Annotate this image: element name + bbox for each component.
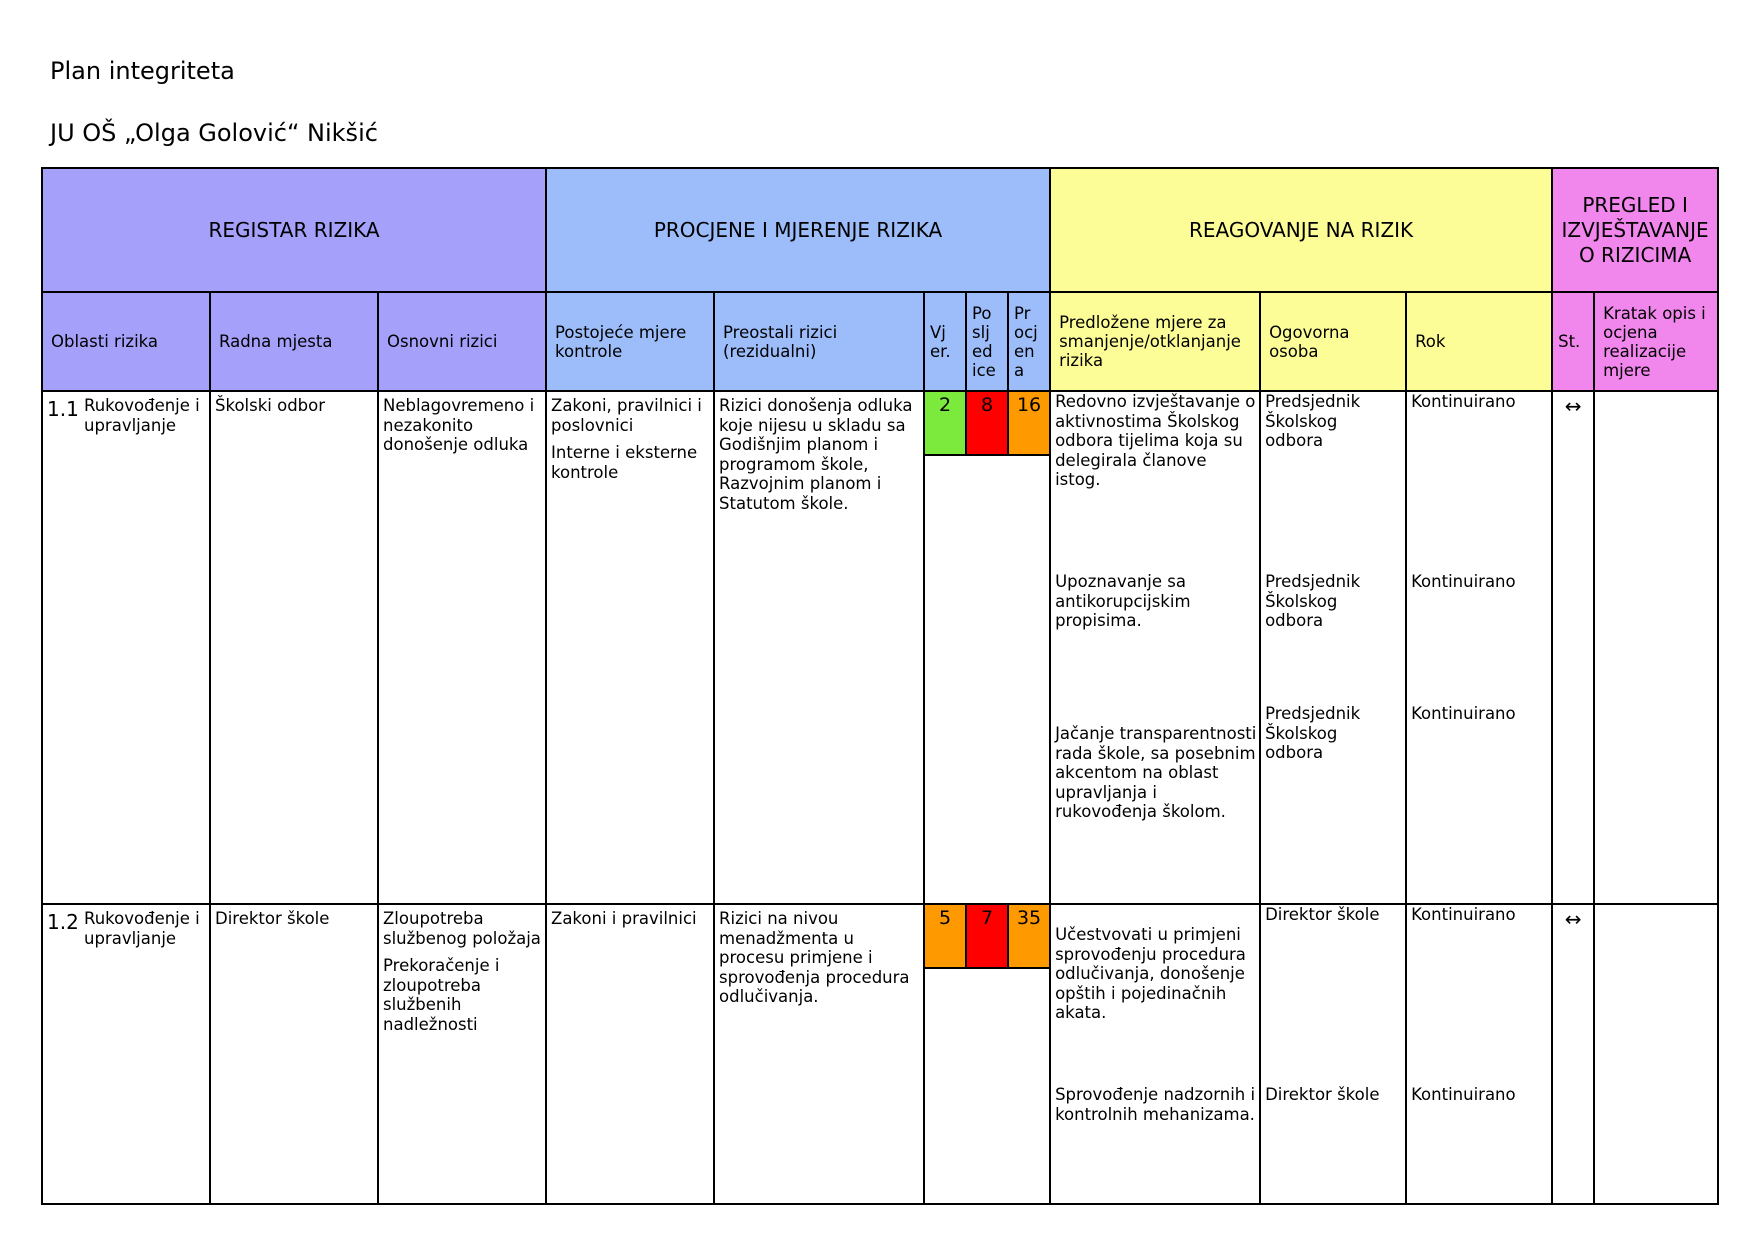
oblast-cell	[42, 391, 210, 904]
predlozene-mjere-cell	[1050, 391, 1260, 904]
col-osnovni-rizici: Osnovni rizici	[378, 292, 546, 391]
radno-mjesto-cell: Školski odbor	[210, 391, 378, 904]
kratak-opis-cell	[1594, 904, 1718, 1204]
responsible-person: Direktor škole	[1265, 905, 1380, 924]
row-number: 1.1	[47, 397, 79, 421]
postojeca-mjera: Interne i eksterne kontrole	[551, 443, 698, 482]
score-blank	[924, 455, 1050, 904]
section-procjene: PROCJENE I MJERENJE RIZIKA	[546, 168, 1050, 292]
osnovni-rizik: Neblagovremeno i nezakonito donošenje odluka	[383, 396, 535, 454]
oblast-text: Rukovođenje i upravljanje	[84, 909, 200, 948]
integrity-plan-table	[41, 167, 1719, 1205]
section-pregled: PREGLED I IZVJEŠTAVANJE O RIZICIMA	[1552, 168, 1718, 292]
radno-mjesto-cell: Direktor škole	[210, 904, 378, 1204]
deadline: Kontinuirano	[1411, 392, 1516, 411]
oblast-cell	[42, 904, 210, 1204]
responsible-person: Predsjednik Školskog odbora	[1265, 704, 1361, 762]
deadline: Kontinuirano	[1411, 905, 1516, 924]
responsible-person: Predsjednik Školskog odbora	[1265, 572, 1361, 630]
col-vjerovatnoca: Vj er.	[924, 292, 966, 391]
deadline: Kontinuirano	[1411, 1085, 1516, 1104]
vjerovatnoca-score: 5	[924, 904, 966, 968]
kratak-opis-cell	[1594, 391, 1718, 904]
rok-cell	[1406, 391, 1552, 904]
procjena-score: 16	[1008, 391, 1050, 455]
posljedice-score: 8	[966, 391, 1008, 455]
document-subtitle: JU OŠ „Olga Golović“ Nikšić	[50, 119, 378, 147]
ogovorna-osoba-cell	[1260, 391, 1406, 904]
osnovni-rizik: Zloupotreba službenog položaja	[383, 909, 541, 948]
predlozene-mjere-cell	[1050, 904, 1260, 1204]
responsible-person: Direktor škole	[1265, 1085, 1380, 1104]
col-procjena: Pr ocj en a	[1008, 292, 1050, 391]
preostali-rizici-cell: Rizici na nivou menadžmenta u procesu primjene i sprovođenja procedura odlučivanja.	[714, 904, 924, 1204]
postojeca-mjera: Zakoni i pravilnici	[551, 909, 697, 928]
measure-text: Redovno izvještavanje o aktivnostima Školskog odbora tijelima koja su delegirala članove istog.	[1055, 392, 1256, 489]
oblast-text: Rukovođenje i upravljanje	[84, 396, 200, 435]
col-oblasti-rizika: Oblasti rizika	[42, 292, 210, 391]
measure-text: Jačanje transparentnosti rada škole, sa posebnim akcentom na oblast upravljanja i rukovođenja školom.	[1055, 724, 1257, 821]
table-row	[42, 391, 1718, 455]
deadline: Kontinuirano	[1411, 572, 1516, 591]
measure-text: Učestvovati u primjeni sprovođenju procedura odlučivanja, donošenje opštih i pojedinačnih akata.	[1055, 925, 1246, 1022]
osnovni-rizici-cell	[378, 391, 546, 904]
section-reagovanje: REAGOVANJE NA RIZIK	[1050, 168, 1552, 292]
osnovni-rizik: Prekoračenje i zloupotreba službenih nadležnosti	[383, 956, 500, 1034]
col-rok: Rok	[1406, 292, 1552, 391]
col-postojece-mjere: Postojeće mjere kontrole	[546, 292, 714, 391]
score-blank	[924, 968, 1050, 1204]
responsible-person: Predsjednik Školskog odbora	[1265, 392, 1361, 450]
posljedice-score: 7	[966, 904, 1008, 968]
postojece-mjere-cell	[546, 904, 714, 1204]
status-arrow-icon: ↔	[1552, 904, 1594, 1204]
status-arrow-icon: ↔	[1552, 391, 1594, 904]
postojeca-mjera: Zakoni, pravilnici i poslovnici	[551, 396, 702, 435]
col-radna-mjesta: Radna mjesta	[210, 292, 378, 391]
ogovorna-osoba-cell	[1260, 904, 1406, 1204]
deadline: Kontinuirano	[1411, 704, 1516, 723]
rok-cell	[1406, 904, 1552, 1204]
col-status: St.	[1552, 292, 1594, 391]
document-title: Plan integriteta	[50, 57, 235, 85]
section-registar: REGISTAR RIZIKA	[42, 168, 546, 292]
col-kratak-opis: Kratak opis i ocjena realizacije mjere	[1594, 292, 1718, 391]
col-ogovorna-osoba: Ogovorna osoba	[1260, 292, 1406, 391]
table-row	[42, 904, 1718, 968]
procjena-score: 35	[1008, 904, 1050, 968]
row-number: 1.2	[47, 910, 79, 934]
preostali-rizici-cell: Rizici donošenja odluka koje nijesu u skladu sa Godišnjim planom i programom škole, Razvojnim planom i Statutom škole.	[714, 391, 924, 904]
col-posljedice: Po slj ed ice	[966, 292, 1008, 391]
vjerovatnoca-score: 2	[924, 391, 966, 455]
measure-text: Upoznavanje sa antikorupcijskim propisima.	[1055, 572, 1191, 630]
postojece-mjere-cell	[546, 391, 714, 904]
osnovni-rizici-cell	[378, 904, 546, 1204]
col-preostali-rizici: Preostali rizici (rezidualni)	[714, 292, 924, 391]
col-predlozene-mjere: Predložene mjere za smanjenje/otklanjanje rizika	[1050, 292, 1260, 391]
measure-text: Sprovođenje nadzornih i kontrolnih mehanizama.	[1055, 1085, 1256, 1124]
